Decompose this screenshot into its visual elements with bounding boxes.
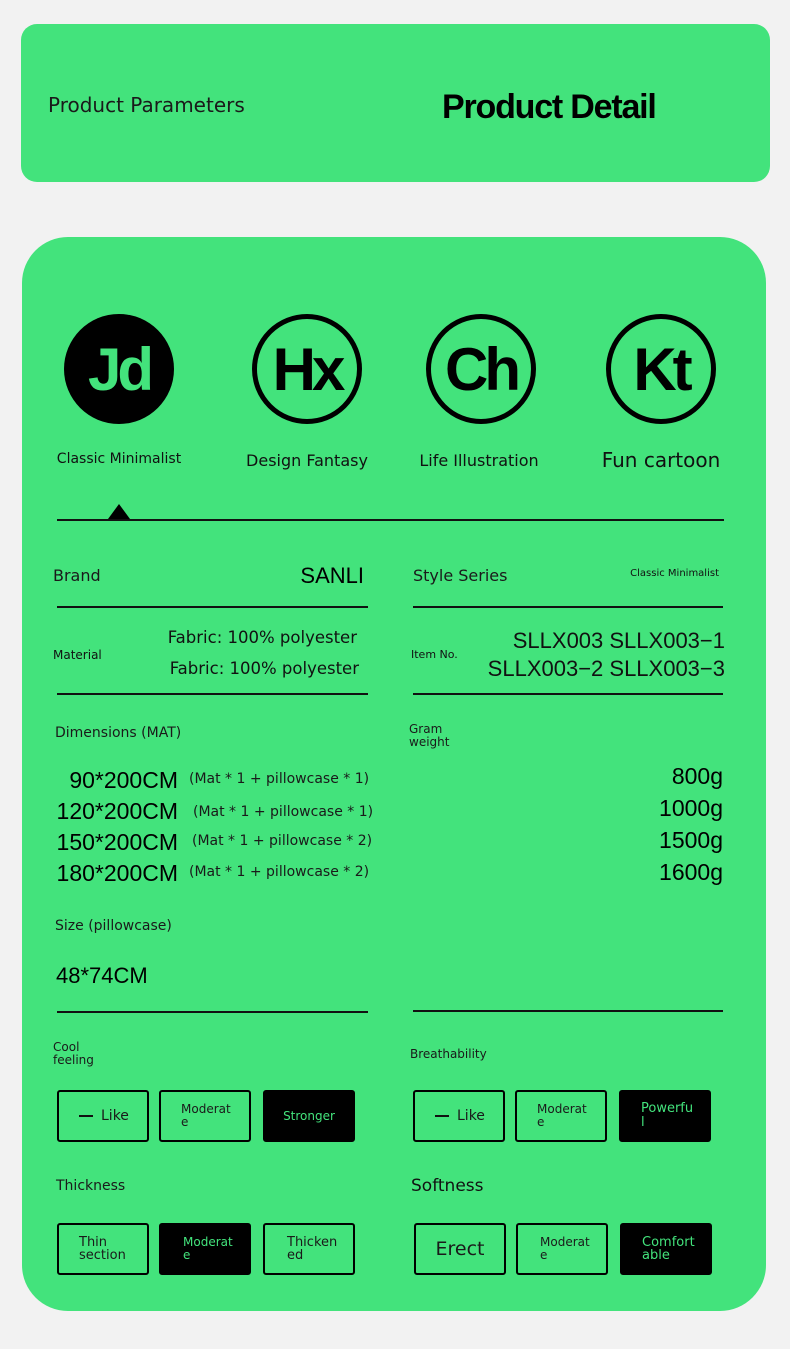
label-line: feeling	[53, 1053, 94, 1067]
dimension-size: 180*200CM	[56, 860, 178, 886]
style-label-classic[interactable]: Classic Minimalist	[56, 451, 182, 467]
breathability-option-like[interactable]	[413, 1090, 505, 1142]
cool-option-moderate[interactable]	[159, 1090, 251, 1142]
option-text: l	[641, 1115, 645, 1130]
style-icon-jd[interactable]: Jd	[64, 314, 174, 424]
option-text: able	[642, 1248, 670, 1263]
dimension-note: (Mat * 1 + pillowcase * 2)	[192, 833, 373, 849]
item-no-value-2: SLLX003−2 SLLX003−3	[487, 656, 725, 681]
breathability-label: Breathability	[410, 1047, 487, 1061]
option-text: Like	[101, 1107, 129, 1124]
thickness-option-thin[interactable]	[57, 1223, 149, 1275]
option-text: Stronger	[283, 1108, 335, 1123]
dimension-note: (Mat * 1 + pillowcase * 1)	[189, 771, 370, 787]
option-text: Like	[457, 1107, 485, 1124]
dimension-size: 120*200CM	[56, 798, 178, 824]
cool-option-like[interactable]	[57, 1090, 149, 1142]
style-label-design[interactable]: Design Fantasy	[246, 451, 368, 470]
softness-option-comfortable[interactable]	[620, 1223, 712, 1275]
pillowcase-value: 48*74CM	[56, 963, 148, 988]
item-no-value-1: SLLX003 SLLX003−1	[512, 628, 725, 653]
gram-label-line: Gram	[409, 722, 443, 736]
gram-weight-label	[409, 723, 449, 749]
thickness-label: Thickness	[56, 1178, 126, 1194]
dimension-size: 150*200CM	[56, 829, 178, 855]
divider	[57, 606, 368, 608]
cool-feeling-label	[53, 1041, 94, 1067]
item-no-label: Item No.	[411, 648, 458, 661]
option-text: Moderat	[537, 1102, 587, 1116]
divider	[413, 1010, 723, 1012]
product-detail-title: Product Detail	[442, 88, 656, 126]
option-text: Moderat	[183, 1235, 233, 1249]
dimension-note: (Mat * 1 + pillowcase * 2)	[189, 864, 370, 880]
softness-label: Softness	[411, 1176, 484, 1196]
thickness-option-thickened[interactable]	[263, 1223, 355, 1275]
option-text: section	[79, 1248, 126, 1263]
divider	[413, 606, 723, 608]
divider	[413, 693, 723, 695]
dimensions-label: Dimensions (MAT)	[55, 725, 182, 741]
selected-style-indicator	[108, 504, 130, 519]
softness-option-moderate[interactable]	[516, 1223, 608, 1275]
dash-icon	[79, 1115, 93, 1117]
gram-weight-value: 1000g	[659, 795, 723, 821]
option-text: Thicken	[287, 1235, 338, 1250]
option-text: e	[181, 1115, 189, 1129]
option-text: Powerfu	[641, 1101, 694, 1116]
style-label-cartoon[interactable]: Fun cartoon	[601, 448, 721, 472]
option-text: Thin	[79, 1235, 108, 1250]
option-text: e	[540, 1248, 548, 1262]
style-series-label: Style Series	[413, 566, 508, 585]
style-label-life[interactable]: Life Illustration	[419, 451, 539, 470]
brand-label: Brand	[53, 566, 101, 585]
dash-icon	[435, 1115, 449, 1117]
divider	[57, 1011, 368, 1013]
style-icon-kt[interactable]: Kt	[606, 314, 716, 424]
material-value-1: Fabric: 100% polyester	[167, 628, 357, 647]
option-text: Erect	[435, 1237, 485, 1260]
dimension-size: 90*200CM	[69, 767, 178, 793]
softness-option-erect[interactable]	[414, 1223, 506, 1275]
gram-weight-value: 1500g	[659, 827, 723, 853]
gram-weight-value: 800g	[671, 763, 723, 789]
option-text: e	[183, 1248, 191, 1262]
breathability-option-moderate[interactable]	[515, 1090, 607, 1142]
style-icon-hx[interactable]: Hx	[252, 314, 362, 424]
gram-weight-value: 1600g	[659, 859, 723, 885]
material-value-2: Fabric: 100% polyester	[169, 659, 359, 678]
style-divider	[57, 519, 724, 521]
gram-label-line: weight	[409, 735, 450, 749]
material-label: Material	[53, 648, 102, 662]
product-parameters-title: Product Parameters	[48, 93, 245, 117]
style-icon-ch[interactable]: Ch	[426, 314, 536, 424]
label-line: Cool	[53, 1040, 80, 1054]
thickness-option-moderate[interactable]	[159, 1223, 251, 1275]
cool-option-stronger[interactable]	[263, 1090, 355, 1142]
option-text: Moderat	[181, 1102, 231, 1116]
option-text: e	[537, 1115, 545, 1129]
brand-value: SANLI	[300, 563, 364, 588]
pillowcase-label: Size (pillowcase)	[55, 918, 172, 934]
option-text: Moderat	[540, 1235, 590, 1249]
divider	[57, 693, 368, 695]
dimension-note: (Mat * 1 + pillowcase * 1)	[193, 804, 374, 820]
breathability-option-powerful[interactable]	[619, 1090, 711, 1142]
style-series-value: Classic Minimalist	[630, 568, 719, 579]
option-text: Comfort	[642, 1235, 695, 1250]
option-text: ed	[287, 1248, 304, 1263]
